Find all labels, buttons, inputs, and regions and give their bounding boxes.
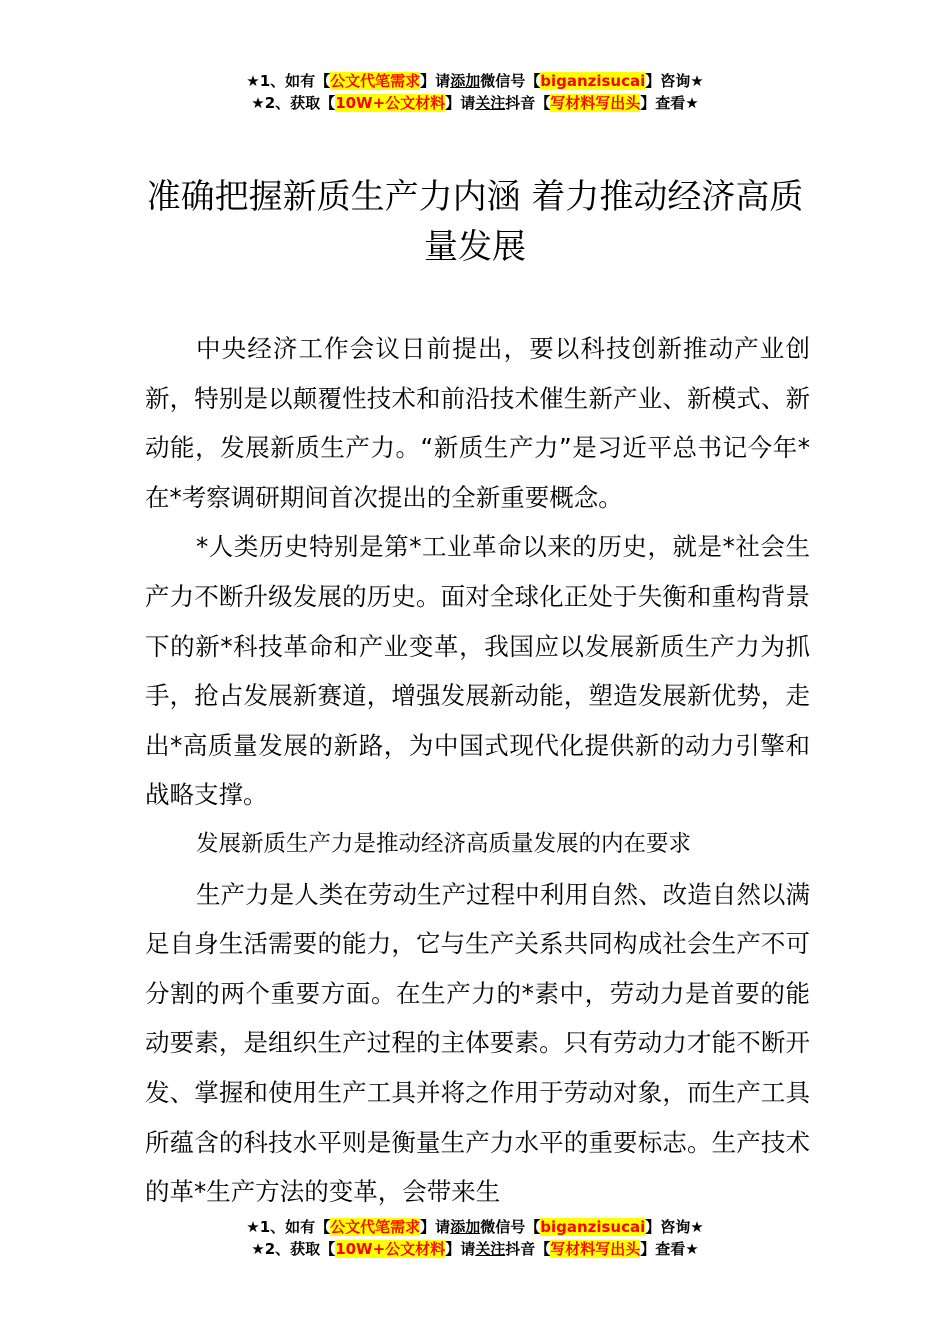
banner-text: 】请 — [445, 94, 476, 112]
document-title: 准确把握新质生产力内涵 着力推动经济高质量发展 — [146, 177, 804, 267]
highlight-douyin-id: 写材料写出头 — [550, 1240, 641, 1258]
banner-text: 抖音【 — [505, 1240, 551, 1258]
paragraph: 生产力是人类在劳动生产过程中利用自然、改造自然以满足自身生活需要的能力，它与生产关系共同构成社会生产不可分割的两个重要方面。在生产力的*素中，劳动力是首要的能动要素，是组织生产过程的主体要素。只有劳动力才能不断开发、掌握和使用生产工具并将之作用于劳动对象，而生产工具所蕴含的科技水平则是衡量生产力水平的重要标志。生产技术的革*生产方法的变革，会带来生 — [145, 879, 810, 1207]
highlight-materials: 10W+公文材料 — [335, 1240, 446, 1258]
underlined-text: 添加 — [450, 1218, 481, 1236]
highlight-douyin-id: 写材料写出头 — [550, 94, 641, 112]
underlined-text: 关注 — [475, 94, 506, 112]
banner-line-1 — [0, 1216, 950, 1238]
banner-line-2 — [0, 92, 950, 114]
banner-text: 】查看★ — [640, 1240, 699, 1258]
paragraph: 中央经济工作会议日前提出，要以科技创新推动产业创新，特别是以颠覆性技术和前沿技术催生新产业、新模式、新动能，发展新质生产力。“新质生产力”是习近平总书记今年*在*考察调研期间首次提出的全新重要概念。 — [145, 334, 810, 512]
highlight-service: 公文代笔需求 — [330, 1218, 421, 1236]
banner-text: ★1、如有【 — [246, 72, 331, 90]
banner-text: 抖音【 — [505, 94, 551, 112]
banner-line-1 — [0, 70, 950, 92]
banner-text: 】请 — [420, 1218, 451, 1236]
highlight-wechat-id: biganzisucai — [540, 1218, 646, 1236]
underlined-text: 关注 — [475, 1240, 506, 1258]
banner-text: 微信号【 — [480, 1218, 541, 1236]
section-heading: 发展新质生产力是推动经济高质量发展的内在要求 — [196, 830, 692, 857]
underlined-text: 添加 — [450, 72, 481, 90]
banner-text: 】请 — [420, 72, 451, 90]
document-body — [145, 324, 810, 1217]
bottom-banner — [0, 1216, 950, 1260]
paragraph: *人类历史特别是第*工业革命以来的历史，就是*社会生产力不断升级发展的历史。面对全球化正处于失衡和重构背景下的新*科技革命和产业变革，我国应以发展新质生产力为抓手，抢占发展新赛道，增强发展新动能，塑造发展新优势，走出*高质量发展的新路，为中国式现代化提供新的动力引擎和战略支撑。 — [145, 532, 810, 810]
banner-text: ★2、获取【 — [251, 94, 336, 112]
banner-line-2 — [0, 1238, 950, 1260]
banner-text: 】咨询★ — [645, 72, 704, 90]
banner-text: 】查看★ — [640, 94, 699, 112]
highlight-service: 公文代笔需求 — [330, 72, 421, 90]
banner-text: ★1、如有【 — [246, 1218, 331, 1236]
top-banner — [0, 70, 950, 114]
banner-text: 微信号【 — [480, 72, 541, 90]
banner-text: ★2、获取【 — [251, 1240, 336, 1258]
highlight-materials: 10W+公文材料 — [335, 94, 446, 112]
banner-text: 】请 — [445, 1240, 476, 1258]
highlight-wechat-id: biganzisucai — [540, 72, 646, 90]
banner-text: 】咨询★ — [645, 1218, 704, 1236]
